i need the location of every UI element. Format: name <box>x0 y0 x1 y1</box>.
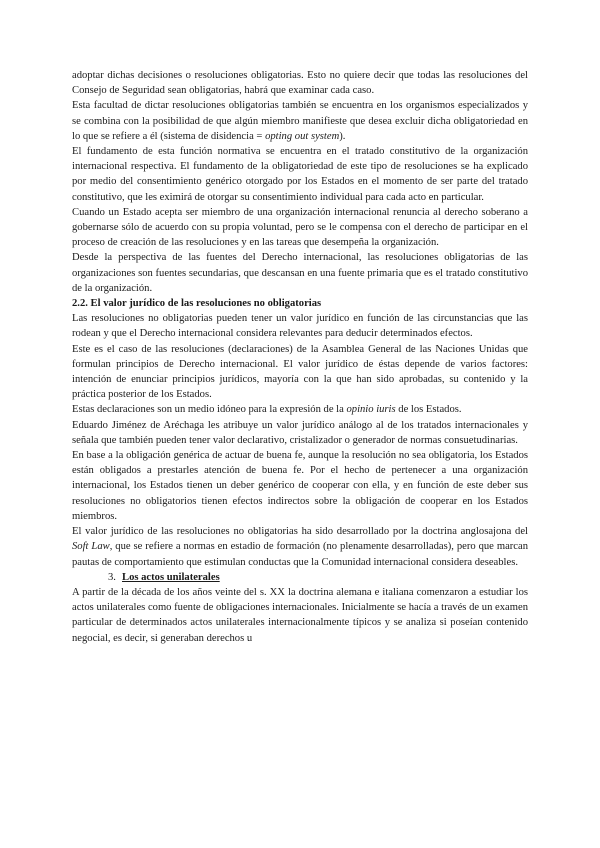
section-heading: 2.2. El valor jurídico de las resoluciones no obligatorias <box>72 298 322 310</box>
section-heading <box>72 570 528 585</box>
paragraph: Desde la perspectiva de las fuentes del Derecho internacional, las resoluciones obligatorias de las organizaciones son fuentes secundarias, que descansan en una fuente primaria que es el tratado constitutivo de la organización. <box>72 252 528 294</box>
section-number: 3. <box>108 571 116 583</box>
paragraph: El fundamento de esta función normativa se encuentra en el tratado constitutivo de la organización internacional respectiva. El fundamento de la obligatoriedad de este tipo de resoluciones se ha explicado por medio del consentimiento genérico otorgado por los Estados en el momento de ser parte del tratado constitutivo, que les eximirá de otorgar su consentimiento individual para cada acto en particular. <box>72 146 528 203</box>
paragraph-text: ). <box>339 130 346 142</box>
paragraph-text: , que se refiere a normas en estadio de formación (no plenamente desarrolladas), pero que marcan pautas de comportamiento que estimulan conductas que la Comunidad internacional considera deseables. <box>72 541 528 568</box>
paragraph: adoptar dichas decisiones o resoluciones obligatorias. Esto no quiere decir que todas las resoluciones del Consejo de Seguridad sean obligatorias, habrá que examinar cada caso. <box>72 70 528 97</box>
italic-term: opting out system <box>265 130 340 142</box>
document-page <box>72 68 528 646</box>
paragraph: Las resoluciones no obligatorias pueden tener un valor jurídico en función de las circunstancias que las rodean y que el Derecho internacional considera relevantes para deducir determinados efectos. <box>72 313 528 340</box>
italic-term: Soft Law <box>72 541 110 553</box>
paragraph-text: de los Estados. <box>395 404 462 416</box>
paragraph <box>72 402 528 417</box>
paragraph-text: El valor jurídico de las resoluciones no obligatorias ha sido desarrollado por la doctrina anglosajona del <box>72 526 528 538</box>
paragraph <box>72 524 528 570</box>
paragraph <box>72 98 528 144</box>
italic-term: opinio iuris <box>346 404 396 416</box>
paragraph: Eduardo Jiménez de Aréchaga les atribuye un valor jurídico análogo al de los tratados internacionales y señala que también pueden tener valor declarativo, cristalizador o generador de normas consuetudinarias. <box>72 419 528 446</box>
paragraph-text: Esta facultad de dictar resoluciones obligatorias también se encuentra en los organismos especializados y se combina con la posibilidad de que algún miembro manifieste que desea excluir dicha obligatoriedad en lo que se refiere a él (sistema de disidencia = <box>72 100 528 142</box>
paragraph-text: Estas declaraciones son un medio idóneo para la expresión de la <box>72 404 347 416</box>
paragraph: Cuando un Estado acepta ser miembro de una organización internacional renuncia al derecho soberano a gobernarse sólo de acuerdo con su propia voluntad, pero se le compensa con el derecho de participar en el proceso de creación de las resoluciones y en las tareas que desempeña la organización. <box>72 206 528 249</box>
paragraph: Este es el caso de las resoluciones (declaraciones) de la Asamblea General de las Naciones Unidas que formulan principios de Derecho internacional. El valor jurídico de éstas depende de varios factores: intención de enunciar principios jurídicos, mayoría con la que han sido aprobadas, su contenido y la práctica posterior de los Estados. <box>72 343 528 401</box>
paragraph: En base a la obligación genérica de actuar de buena fe, aunque la resolución no sea obligatoria, los Estados están obligados a prestarles atención de buena fe. Por el hecho de pertenecer a una organización internacional, los Estados tienen un deber genérico de cooperar con ella, y en función de este deber sus resoluciones no obligatorios tienen efectos indirectos sobre la obligación de cooperar en los Estados miembros. <box>72 450 528 522</box>
section-title: Los actos unilaterales <box>122 571 220 583</box>
paragraph: A partir de la década de los años veinte del s. XX la doctrina alemana e italiana comenzaron a estudiar los actos unilaterales como fuente de obligaciones internacionales. Inicialmente se hacía a través de un examen particular de determinados actos unilaterales internacionalmente típicos y se analiza si poseían contenido negocial, es decir, si generaban derechos u <box>72 586 528 644</box>
